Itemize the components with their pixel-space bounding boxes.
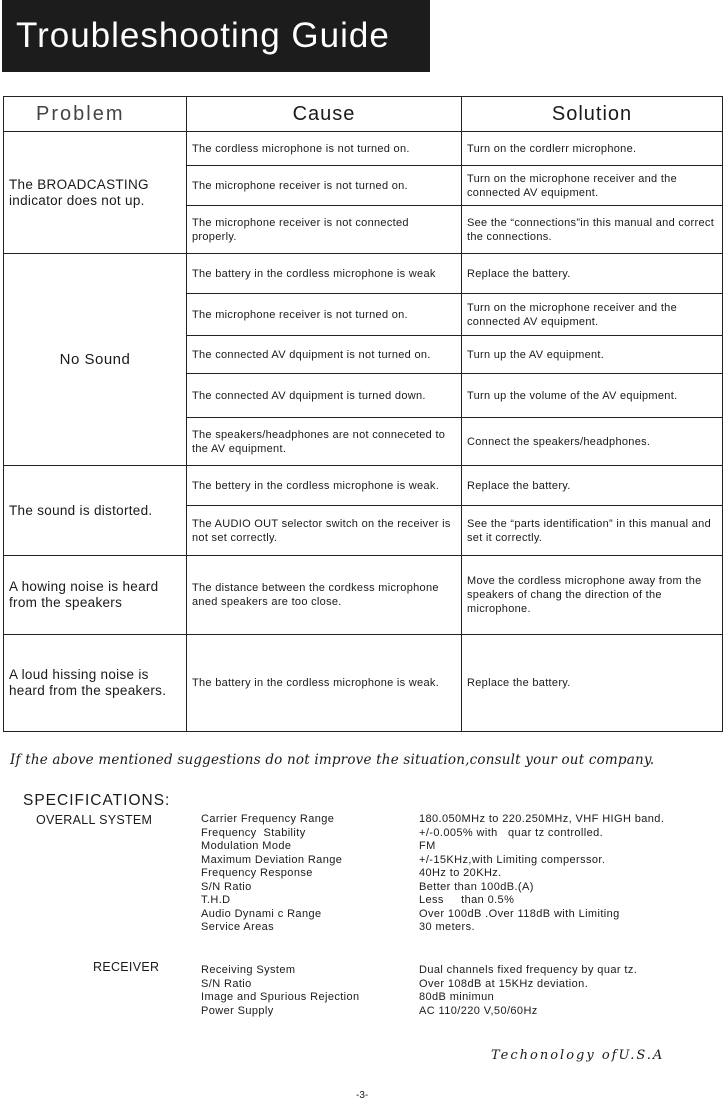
spec-value: 80dB minimun — [419, 991, 495, 1003]
receiver-label: RECEIVER — [93, 960, 160, 974]
cause-cell: The speakers/headphones are not conneceted to the AV equipment. — [187, 418, 462, 466]
overall-spec-names — [201, 813, 342, 935]
spec-value: Dual channels fixed frequency by quar tz. — [419, 964, 638, 976]
solution-cell: Turn up the volume of the AV equipment. — [462, 374, 723, 418]
spec-name: S/N Ratio — [201, 977, 252, 990]
solution-cell: Replace the battery. — [462, 635, 723, 732]
solution-cell: See the “connections”in this manual and correct the connections. — [462, 206, 723, 254]
spec-name: Modulation Mode — [201, 840, 292, 852]
receiver-spec-values — [419, 964, 637, 1018]
spec-value: FM — [419, 840, 436, 852]
spec-value: +/-0.005% with quar tz controlled. — [419, 826, 604, 839]
spec-value: AC 110/220 V,50/60Hz — [419, 1004, 538, 1017]
troubleshooting-table — [3, 96, 723, 732]
table-row — [4, 635, 723, 732]
cause-cell: The AUDIO OUT selector switch on the receiver is not set correctly. — [187, 506, 462, 556]
cause-cell: The microphone receiver is not turned on. — [187, 294, 462, 336]
header-cause: Cause — [187, 97, 462, 132]
cause-cell: The bettery in the cordless microphone is weak. — [187, 466, 462, 506]
spec-name: S/N Ratio — [201, 880, 252, 893]
cause-cell: The microphone receiver is not connected properly. — [187, 206, 462, 254]
cause-cell: The battery in the cordless microphone is weak. — [187, 635, 462, 732]
advice-note: If the above mentioned suggestions do not improve the situation,consult your out company. — [10, 752, 655, 768]
table-row — [4, 556, 723, 635]
cause-cell: The distance between the cordkess microphone aned speakers are too close. — [187, 556, 462, 635]
spec-name: Audio Dynami c Range — [201, 907, 322, 920]
spec-name: Carrier Frequency Range — [201, 813, 335, 825]
table-row — [4, 466, 723, 506]
cause-cell: The connected AV dquipment is turned down. — [187, 374, 462, 418]
cause-cell: The battery in the cordless microphone is weak — [187, 254, 462, 294]
specifications-title: SPECIFICATIONS: — [23, 792, 171, 809]
spec-name: Receiving System — [201, 964, 296, 976]
spec-value: Over 100dB .Over 118dB with Limiting — [419, 907, 620, 920]
solution-cell: Turn on the cordlerr microphone. — [462, 132, 723, 166]
spec-name: Frequency Response — [201, 867, 313, 879]
solution-cell: Replace the battery. — [462, 466, 723, 506]
spec-value: 30 meters. — [419, 921, 475, 933]
solution-cell: Move the cordless microphone away from the speakers of chang the direction of the microphone. — [462, 556, 723, 635]
table-row — [4, 254, 723, 294]
header-solution: Solution — [462, 97, 723, 132]
solution-cell: Replace the battery. — [462, 254, 723, 294]
spec-name: Service Areas — [201, 921, 275, 933]
problem-cell: The sound is distorted. — [4, 466, 187, 556]
cause-cell: The connected AV dquipment is not turned on. — [187, 336, 462, 374]
problem-cell: No Sound — [4, 254, 187, 466]
cause-cell: The cordless microphone is not turned on. — [187, 132, 462, 166]
spec-value: Less than 0.5% — [419, 894, 515, 906]
table-header-row — [4, 97, 723, 132]
page-title: Troubleshooting Guide — [16, 16, 390, 55]
spec-value: +/-15KHz,with Limiting comperssor. — [419, 853, 606, 866]
receiver-spec-names — [201, 964, 360, 1018]
cause-cell: The microphone receiver is not turned on. — [187, 166, 462, 206]
solution-cell: Turn on the microphone receiver and the connected AV equipment. — [462, 166, 723, 206]
page-number: -3- — [356, 1090, 369, 1101]
spec-name: Maximum Deviation Range — [201, 853, 343, 866]
company-footer: Techonology ofU.S.A — [491, 1048, 665, 1063]
spec-value: Better than 100dB.(A) — [419, 880, 534, 893]
spec-name: Image and Spurious Rejection — [201, 991, 360, 1003]
solution-cell: Turn on the microphone receiver and the connected AV equipment. — [462, 294, 723, 336]
spec-value: 180.050MHz to 220.250MHz, VHF HIGH band. — [419, 813, 665, 825]
solution-cell: Connect the speakers/headphones. — [462, 418, 723, 466]
spec-value: 40Hz to 20KHz. — [419, 867, 502, 879]
overall-system-label: OVERALL SYSTEM — [36, 813, 153, 827]
title-banner — [2, 0, 430, 72]
solution-cell: Turn up the AV equipment. — [462, 336, 723, 374]
spec-name: Frequency Stability — [201, 826, 306, 839]
header-problem: Problem — [4, 97, 187, 132]
table-row — [4, 132, 723, 166]
spec-value: Over 108dB at 15KHz deviation. — [419, 977, 589, 990]
spec-name: Power Supply — [201, 1004, 274, 1017]
spec-name: T.H.D — [201, 894, 231, 906]
problem-cell: A loud hissing noise is heard from the speakers. — [4, 635, 187, 732]
problem-cell: The BROADCASTING indicator does not up. — [4, 132, 187, 254]
solution-cell: See the “parts identification” in this manual and set it correctly. — [462, 506, 723, 556]
overall-spec-values — [419, 813, 664, 935]
problem-cell: A howing noise is heard from the speakers — [4, 556, 187, 635]
